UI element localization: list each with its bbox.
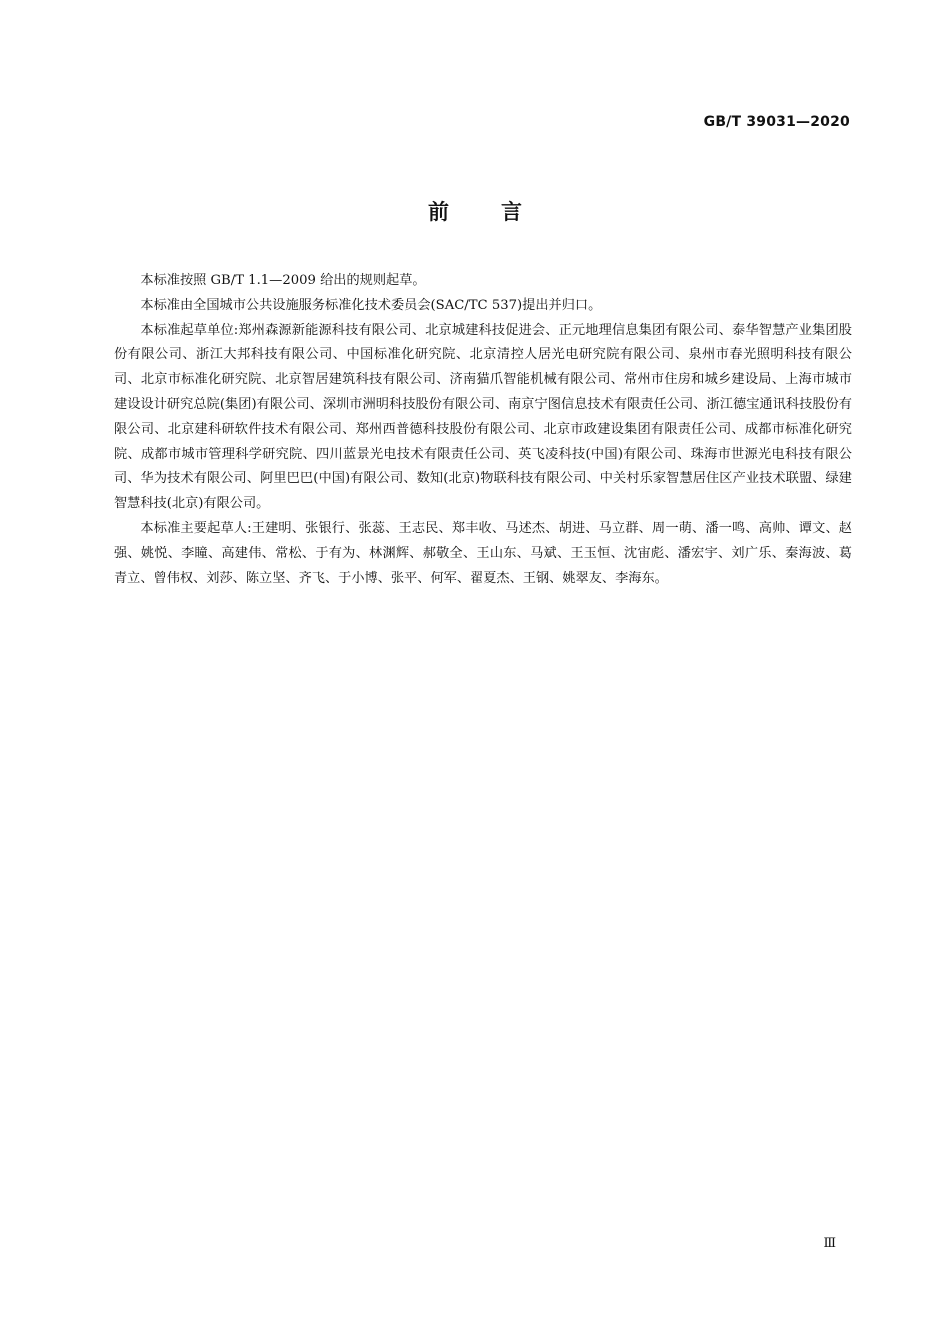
standard-number: GB/T 39031—2020	[703, 114, 850, 130]
paragraph-drafting-units: 本标准起草单位:郑州森源新能源科技有限公司、北京城建科技促进会、正元地理信息集团有限公司、泰华智慧产业集团股份有限公司、浙江大邦科技有限公司、中国标准化研究院、北京清控人居光电研究院有限公司、泉州市春光照明科技有限公司、北京市标准化研究院、北京智居建筑科技有限公司、济南猫爪智能机械有限公司、常州市住房和城乡建设局、上海市城市建设设计研究总院(集团)有限公司、深圳市洲明科技股份有限公司、南京宁图信息技术有限责任公司、浙江德宝通讯科技股份有限公司、北京建科研软件技术有限公司、郑州西普德科技股份有限公司、北京市政建设集团有限责任公司、成都市标准化研究院、成都市城市管理科学研究院、四川蓝景光电技术有限责任公司、英飞凌科技(中国)有限公司、珠海市世源光电科技有限公司、华为技术有限公司、阿里巴巴(中国)有限公司、数知(北京)物联科技有限公司、中关村乐家智慧居住区产业技术联盟、绿建智慧科技(北京)有限公司。	[114, 322, 852, 512]
page-number: Ⅲ	[823, 1236, 836, 1251]
foreword-body	[114, 269, 852, 591]
paragraph-drafters: 本标准主要起草人:王建明、张银行、张蕊、王志民、郑丰收、马述杰、胡进、马立群、周一萌、潘一鸣、高帅、谭文、赵强、姚悦、李瞳、高建伟、常松、于有为、林渊辉、郝敬全、王山东、马斌、王玉恒、沈宙彪、潘宏宇、刘广乐、秦海波、葛青立、曾伟权、刘莎、陈立坚、齐飞、于小博、张平、何军、翟夏杰、王钢、姚翠友、李海东。	[114, 520, 852, 586]
paragraph-committee: 本标准由全国城市公共设施服务标准化技术委员会(SAC/TC 537)提出并归口。	[140, 297, 602, 313]
page-title: 前言	[428, 200, 574, 224]
paragraph-drafting-rules: 本标准按照 GB/T 1.1—2009 给出的规则起草。	[140, 273, 426, 288]
